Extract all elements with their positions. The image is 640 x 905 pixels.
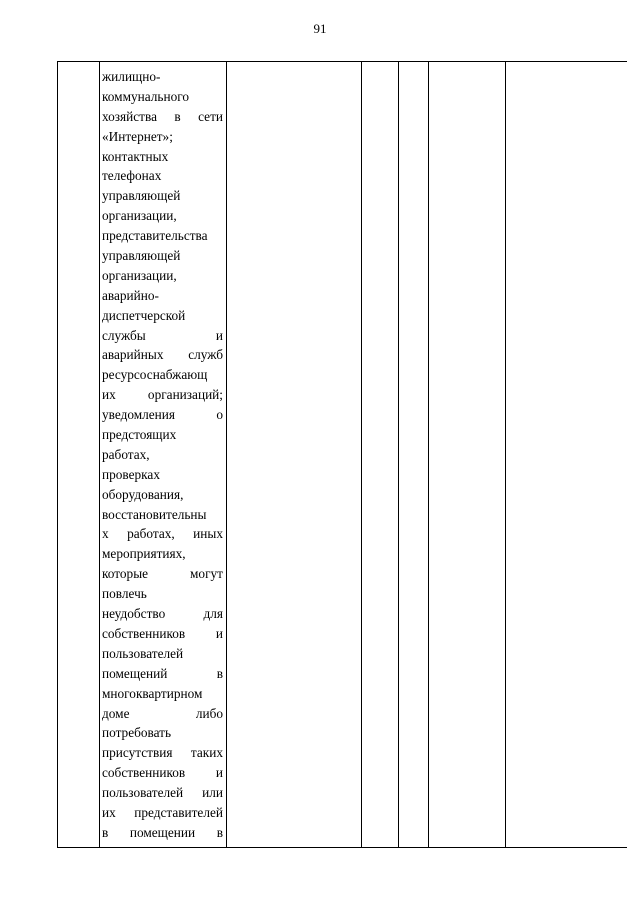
cell-text-line: представительства — [102, 228, 208, 244]
cell-text-line: ресурсоснабжающ — [102, 367, 208, 383]
cell-text-line: помещений в — [102, 665, 223, 681]
cell-text-line: работах, — [102, 446, 150, 462]
cell-text-line: их организаций; — [102, 387, 223, 403]
column-divider-6 — [505, 61, 506, 848]
cell-text-line: оборудования, — [102, 486, 184, 502]
cell-text-line: управляющей — [102, 188, 181, 204]
cell-text-line: пользователей — [102, 645, 184, 661]
cell-text-line: «Интернет»; — [102, 128, 173, 144]
cell-text-line: телефонах — [102, 168, 162, 184]
page-number: 91 — [313, 21, 327, 36]
cell-text-line: многоквартирном — [102, 685, 203, 701]
cell-text-line: присутствия таких — [102, 745, 223, 761]
column-divider-4 — [398, 61, 399, 848]
column-divider-5 — [428, 61, 429, 848]
cell-text-line: восстановительны — [102, 506, 207, 522]
cell-text-line: потребовать — [102, 725, 172, 741]
cell-text-line: которые могут — [102, 566, 223, 582]
cell-text-line: хозяйства в сети — [102, 108, 223, 124]
cell-text-line: службы и — [102, 327, 223, 343]
cell-text-line: контактных — [102, 148, 169, 164]
column-divider-2 — [226, 61, 227, 848]
cell-text-line: проверках — [102, 466, 160, 482]
cell-text-line: коммунального — [102, 88, 190, 104]
cell-text-line: пользователей или — [102, 785, 223, 801]
cell-text-line: собственников и — [102, 765, 223, 781]
cell-text-line: собственников и — [102, 625, 223, 641]
cell-text-line: жилищно- — [102, 69, 161, 84]
cell-text-line: доме либо — [102, 705, 223, 721]
table-cell-description — [102, 67, 223, 843]
cell-text-line: мероприятиях, — [102, 546, 186, 562]
column-divider-3 — [361, 61, 362, 848]
cell-text-line: организации, — [102, 208, 177, 224]
cell-text-line: организации, — [102, 267, 177, 283]
cell-text-line: диспетчерской — [102, 307, 186, 323]
cell-text-line: неудобство для — [102, 606, 223, 622]
column-divider-1 — [99, 61, 100, 848]
cell-text-line: предстоящих — [102, 427, 177, 443]
cell-text-line: х работах, иных — [102, 526, 223, 542]
cell-text-line: их представителей — [102, 804, 223, 820]
cell-text-line: в помещении в — [102, 824, 223, 840]
cell-text-line: аварийных служб — [102, 347, 223, 363]
cell-text-line: аварийно- — [102, 287, 159, 303]
cell-text-line: уведомления о — [102, 407, 223, 423]
cell-text-line: управляющей — [102, 248, 181, 264]
cell-text-line: повлечь — [102, 586, 147, 602]
